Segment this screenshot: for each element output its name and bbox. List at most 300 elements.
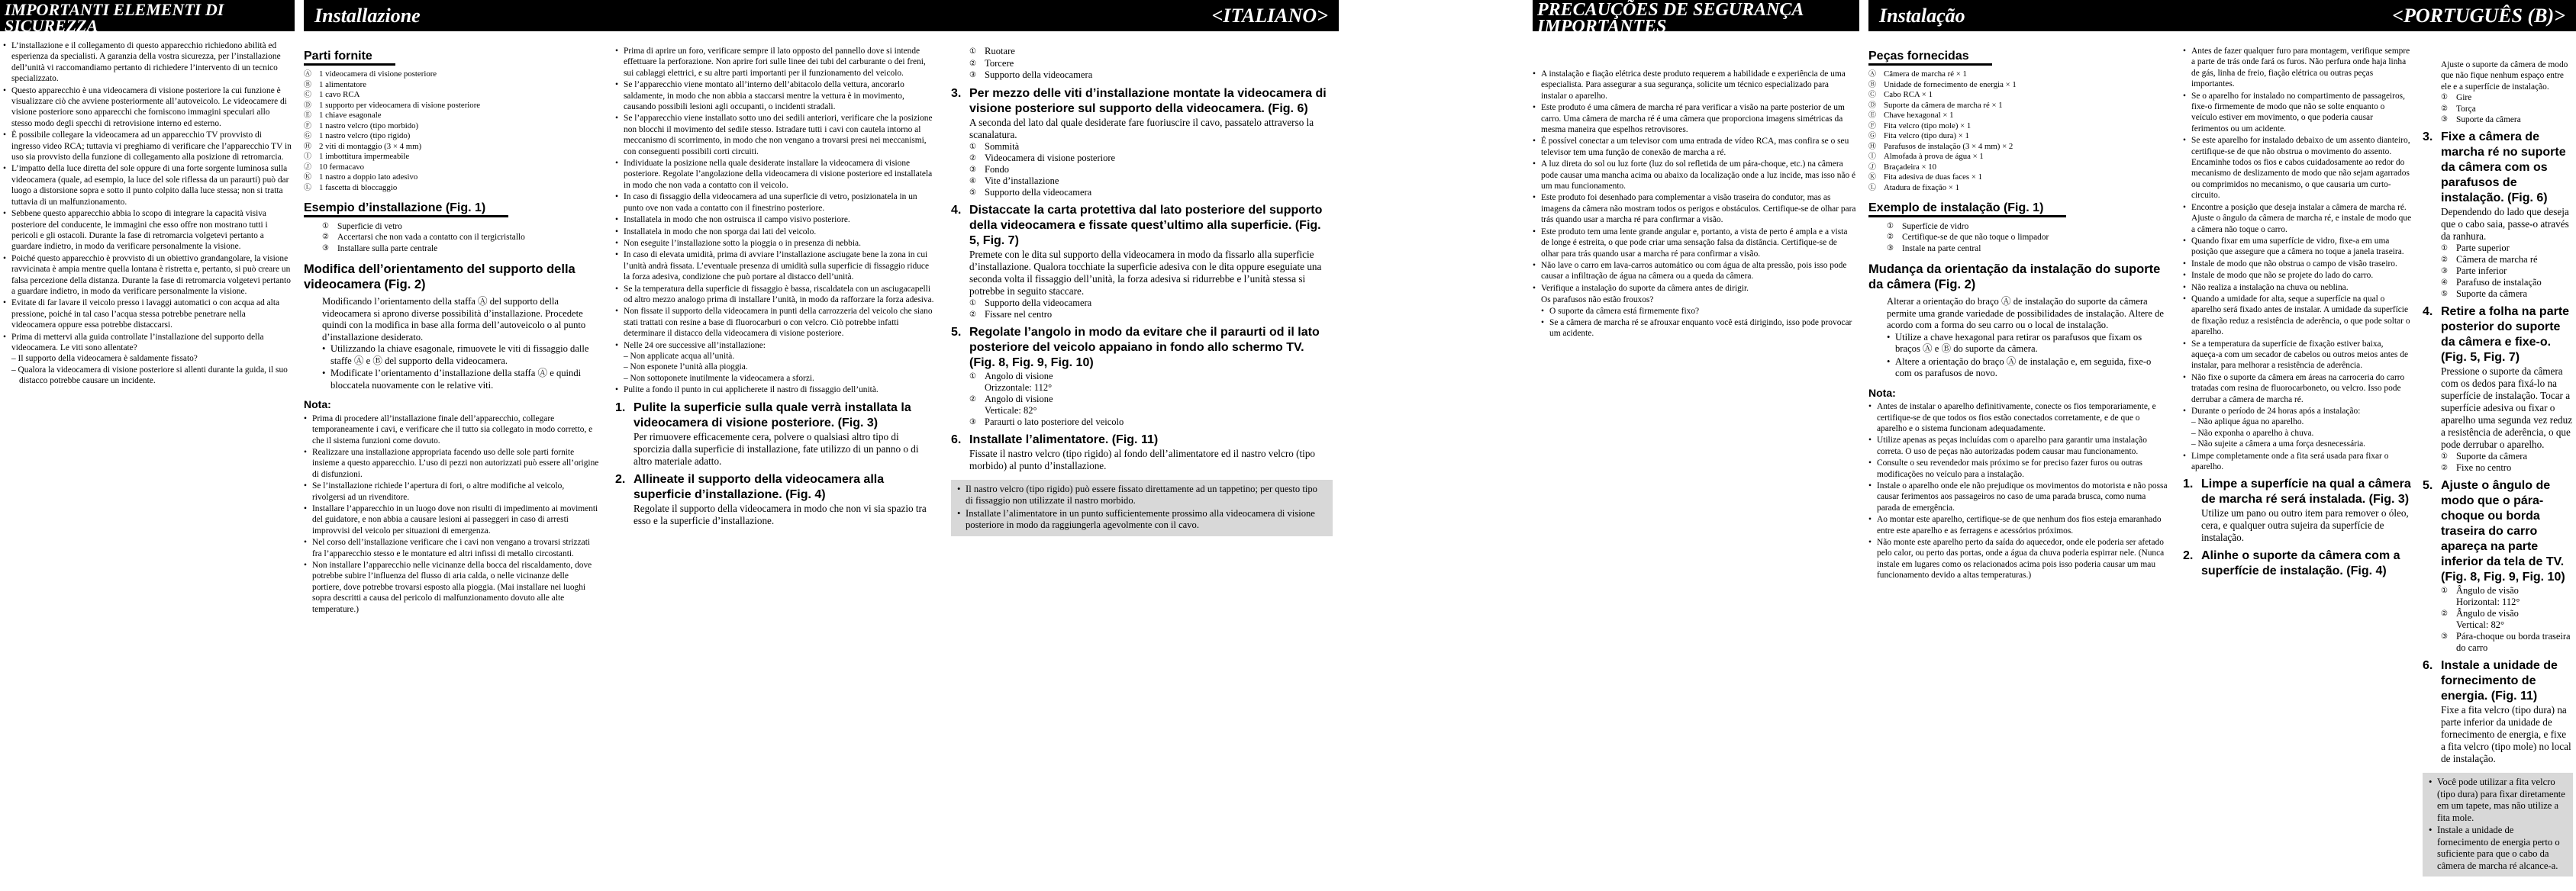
step xyxy=(2423,658,2573,704)
enum-text: Vite d’installazione xyxy=(985,175,1059,186)
enum-text: Accertarsi che non vada a contatto con il tergicristallo xyxy=(337,233,525,243)
list-item: • Se l’apparecchio viene montato all’interno dell’abitacolo della vettura, ancorarlo saldamente, in modo che non abbia a staccarsi mentre la vettura è in movimento, causando possibili lesioni agli occupanti, o incidenti stradali. xyxy=(615,79,937,112)
enum-item xyxy=(2441,631,2573,654)
list-item: • Sebbene questo apparecchio abbia lo scopo di integrare la capacità visiva posteriore del conducente, le immagini che esso offre non mostrano tutti i pericoli e gli ostacoli. Durante la fase di retromarcia volgetevi pertanto a guardare indietro, in modo da verificare personalmente la visione. xyxy=(3,208,292,253)
enum-item xyxy=(1868,152,2168,162)
enum-text: Fissare nel centro xyxy=(985,308,1053,320)
enum-item xyxy=(1868,121,2168,132)
enum-item xyxy=(304,90,599,101)
list-item: • Ao montar este aparelho, certifique-se de que nenhum dos fios esteja emaranhado entre este aparelho e as ferragens e acessórios próximos. xyxy=(1868,514,2168,536)
list-item: • Durante o período de 24 horas após a instalação: – Não aplique água no aparelho. – Não exponha o aparelho à chuva. – Não sujeite a câmera a uma força desnecessária. xyxy=(2183,406,2412,450)
enum-item xyxy=(1868,80,2168,91)
it-safety-title-bar xyxy=(0,0,295,35)
step xyxy=(615,472,937,503)
list-item: • Se este aparelho for instalado debaixo de um assento dianteiro, certifique-se de que não obstrua o movimento do assento. Encaminhe todos os fios e cabos cuidadosamente ao redor do mecanismo de deslizamento de modo que não sejam agarrados ou comprimidos no mecanismo, o que causaria um curto-circuito. xyxy=(2183,135,2412,201)
enum-item xyxy=(304,183,599,194)
it-column-1 xyxy=(304,38,605,891)
enum-item xyxy=(304,80,599,91)
enum-marker: ① xyxy=(2441,587,2448,596)
list-item: • Quando fixar em uma superfície de vidro, fixe-a em uma posição que assegure que a câmera no toque a janela traseira. xyxy=(2183,236,2412,258)
it-note-label: Nota: xyxy=(304,398,331,411)
enum-text: Pára-choque ou borda traseira do carro xyxy=(2456,631,2571,654)
enum-item xyxy=(969,58,1333,70)
list-item: • Installate l’alimentatore in un punto sufficientemente prossimo alla videocamera di visione posteriore in modo da raggiungerla agevolmente con il cavo. xyxy=(957,508,1327,532)
enum-item xyxy=(1868,142,2168,153)
step-body xyxy=(2423,206,2573,300)
list-item: • Antes de fazer qualquer furo para montagem, verifique sempre a parte de trás onde fará os furos. Não perfura onde haja linha de gás, linha de freio, fiação elétrica ou outras peças importantes. xyxy=(2183,46,2412,90)
pt-section-title: Instalação xyxy=(1879,5,1965,27)
list-item: • Limpe completamente onde a fita será usada para fixar o aparelho. xyxy=(2183,451,2412,473)
step-text: Fixe a fita velcro (tipo dura) na parte inferior da unidade de fornecimento de energia, e fixe a fita velcro (tipo mole) no local de instalação. xyxy=(2441,704,2571,765)
pt-notes-list-a xyxy=(1868,401,2168,581)
step-text: Fissate il nastro velcro (tipo rigido) al fondo dell’alimentatore ed il nastro velcro (tipo morbido) al punto d’installazione. xyxy=(969,447,1316,471)
enum-item xyxy=(304,172,599,183)
enum-text: 1 alimentatore xyxy=(319,79,367,89)
enum-marker: ① xyxy=(1887,222,1894,230)
enum-marker: Ⓒ xyxy=(304,91,311,99)
enum-marker: Ⓛ xyxy=(1868,183,1876,192)
list-item: • Installare l’apparecchio in un luogo dove non risulti di impedimento ai movimenti del guidatore, e non abbia a causare lesioni ai passeggeri in caso di arresti improvvisi del veicolo per situazioni di emergenza. xyxy=(304,503,599,536)
enum-marker: ③ xyxy=(969,417,976,426)
enum-marker: Ⓓ xyxy=(1868,101,1876,110)
enum-item xyxy=(2441,288,2573,300)
enum-text: Fita velcro (tipo mole) × 1 xyxy=(1884,121,1971,130)
list-item: • Il nastro velcro (tipo rigido) può essere fissato direttamente ad un tappetino; per questo tipo di fissaggio non utilizzate il nastro morbido. xyxy=(957,484,1327,507)
list-item: • Individuate la posizione nella quale desiderate installare la videocamera di visione posteriore. Regolate l’angolazione della videocamera di visione posteriore ed installatela in modo che non vada a contatto con il veicolo. xyxy=(615,158,937,191)
enum-item xyxy=(969,405,1333,417)
enum-item xyxy=(969,309,1333,320)
it-notes-list-a xyxy=(304,413,599,615)
enum-text: 1 videocamera di visione posteriore xyxy=(319,69,437,79)
enum-item xyxy=(2441,462,2573,474)
step-number: 2. xyxy=(615,472,626,486)
step-number: 4. xyxy=(951,203,962,217)
enum-marker: ② xyxy=(969,394,976,404)
enum-item xyxy=(969,141,1333,153)
enum-marker: Ⓐ xyxy=(1868,70,1876,79)
list-item: • Você pode utilizar a fita velcro (tipo dura) para fixar diretamente em um tapete, mas não utilize a fita mole. xyxy=(2429,777,2567,824)
step-number: 4. xyxy=(2423,305,2433,319)
enum-text: Instale na parte central xyxy=(1902,243,1981,253)
list-item: • Non installare l’apparecchio nelle vicinanze della bocca del riscaldamento, dove potrebbe subire l’influenza del flusso di aria calda, o nelle vicinanze delle portiere, dove potrebbe trovarsi esposto alla pioggia. (Mai installare nei luoghi sopra descritti a causa del pericolo di malfunzionamento dovuto alle alte temperature.) xyxy=(304,560,599,615)
step xyxy=(2183,477,2412,507)
step xyxy=(2423,478,2573,585)
enum-item xyxy=(322,232,599,243)
enum-item xyxy=(1868,183,2168,194)
step-title: Installate l’alimentatore. (Fig. 11) xyxy=(969,433,1159,446)
enum-marker: ② xyxy=(2441,104,2448,113)
enum-item xyxy=(304,69,599,80)
enum-marker: Ⓗ xyxy=(304,142,311,151)
enum-text: Câmera de marcha ré × 1 xyxy=(1884,69,1967,79)
step-legend xyxy=(969,298,1333,320)
step-text: Premete con le dita sul supporto della videocamera in modo da fissarlo alla superficie d’installazione. Qualora tocchiate la superficie adesiva con le dita oppure eseguiate una seconda volta il fissaggio dell’unità, la forza adesiva si ridurrebbe e l’unità stessa si potrebbe in seguito staccare. xyxy=(969,248,1322,297)
step-number: 5. xyxy=(2423,479,2433,493)
it-safety-column xyxy=(0,31,296,891)
list-item: • Não fixe o suporte da câmera em áreas na carroceria do carro tratadas com resina de fluorocarboneto, ou velcro. Isso pode derrubar a câmera de marcha ré. xyxy=(2183,372,2412,405)
pt-grey-notes xyxy=(2429,777,2567,872)
sub-list xyxy=(11,353,292,386)
pt-example-list xyxy=(1868,221,2168,254)
list-item: • Prima di mettervi alla guida controllate l’installazione del supporto della videocamera. Le viti sono allentate? – Il supporto della videocamera è saldamente fissato? – Qualora la videocamera di visione posteriore si allenti durante la guida, il suo distacco potrebbe causare un incidente. xyxy=(3,332,292,387)
enum-marker: ② xyxy=(2441,256,2448,265)
list-item: • Instale de modo que não obstrua o campo de visão traseiro. xyxy=(2183,259,2412,269)
it-modify-heading: Modifica dell’orientamento del supporto della videocamera (Fig. 2) xyxy=(304,262,575,292)
pt-parts-heading: Peças fornecidas xyxy=(1868,49,1992,66)
list-item: • Não realiza a instalação na chuva ou neblina. xyxy=(2183,282,2412,293)
enum-marker: ③ xyxy=(969,165,976,174)
enum-text: Supporto della videocamera xyxy=(985,186,1092,198)
enum-item xyxy=(969,417,1333,428)
enum-item xyxy=(2441,114,2573,125)
step-body xyxy=(951,117,1333,198)
enum-marker xyxy=(2441,597,2456,608)
list-item: • Se o aparelho for instalado no compartimento de passageiros, fixe-o firmemente de modo que não se solte enquanto o veículo estiver em movimento, o que poderia causar ferimentos ou um acidente. xyxy=(2183,91,2412,135)
step-legend xyxy=(2441,585,2573,654)
it-modify-bullets xyxy=(322,343,599,391)
step-title: Alinhe o suporte da câmera com a superfície de instalação. (Fig. 4) xyxy=(2201,549,2400,578)
enum-marker: ④ xyxy=(2441,278,2448,288)
pt-steps-a xyxy=(2183,477,2412,579)
step-title: Allineate il supporto della videocamera alla superficie d’installazione. (Fig. 4) xyxy=(634,472,885,501)
enum-text: 1 nastro velcro (tipo morbido) xyxy=(319,121,419,130)
list-item: • Quando a umidade for alta, seque a superfície na qual o aparelho será fixado antes de instalar. A umidade da superfície de fixação reduz a resistência de aderência, o que pode soltar o aparelho. xyxy=(2183,294,2412,338)
enum-item xyxy=(322,243,599,254)
sub-list-item: – Não aplique água no aparelho. xyxy=(2191,417,2412,427)
enum-marker: ① xyxy=(969,298,976,307)
enum-text: 10 fermacavo xyxy=(319,162,365,172)
pt-modify-intro: Alterar a orientação do braço Ⓐ de instalação do suporte da câmera permite uma grande variedade de possibilidades de instalação. Altere de acordo com a forma do seu carro ou o local de instalação. xyxy=(1887,296,2164,331)
list-item: • Non fissate il supporto della videocamera in punti della carrozzeria del veicolo che siano stati trattati con resine a base di fluorocarburi o con velcro. Ciò potrebbe infatti determinare il distacco della videocamera di visione posteriore. xyxy=(615,306,937,339)
list-item: • Este produto foi desenhado para complementar a visão traseira do condutor, mas as imagens da câmera não mostram todos os perigos e obstáculos. Certifique-se de olhar para trás quando usar a marcha ré para confirmar a visão. xyxy=(1533,192,1856,225)
step xyxy=(2423,130,2573,206)
enum-marker: ③ xyxy=(2441,267,2448,276)
enum-item xyxy=(1887,221,2168,232)
list-item: • Utilize apenas as peças incluídas com o aparelho para garantir uma instalação correta. O uso de peças não autorizadas podem causar mau funcionamento. xyxy=(1868,435,2168,457)
enum-text: Parafusos de instalação (3 × 4 mm) × 2 xyxy=(1884,141,2013,151)
enum-item xyxy=(2441,608,2573,619)
enum-text: Orizzontale: 112° xyxy=(985,381,1053,393)
enum-item xyxy=(2441,619,2573,631)
enum-marker: ② xyxy=(969,153,976,162)
enum-marker xyxy=(969,382,985,394)
enum-text: Suporte da câmera xyxy=(2456,451,2528,462)
it-main-title-bar xyxy=(304,0,1339,31)
enum-text: Torcere xyxy=(985,57,1014,69)
step xyxy=(2423,304,2573,365)
enum-marker: Ⓖ xyxy=(1868,132,1876,140)
enum-item xyxy=(969,394,1333,405)
list-item: • Nel corso dell’installazione verificare che i cavi non vengano a trovarsi strizzati fra l’apparecchio stesso e le montature ed altri infissi di metallo circostanti. xyxy=(304,537,599,559)
step-text: A seconda del lato dal quale desiderate fare fuoriuscire il cavo, passatelo attraverso la scanalatura. xyxy=(969,116,1314,140)
enum-text: Almofada à prova de água × 1 xyxy=(1884,152,1984,161)
pt-column-2 xyxy=(2180,38,2418,891)
step-body xyxy=(951,371,1333,428)
enum-marker: Ⓘ xyxy=(1868,153,1876,161)
enum-text: Vertical: 82° xyxy=(2456,619,2504,631)
enum-item xyxy=(969,175,1333,187)
it-safety-title: IMPORTANTI ELEMENTI DI SICUREZZA xyxy=(5,0,224,35)
enum-item xyxy=(969,371,1333,382)
enum-item xyxy=(1868,69,2168,80)
pt-safety-sub-list xyxy=(1533,306,1856,339)
step-title: Pulite la superficie sulla quale verrà installata la videocamera di visione posteriore. (Fig. 3) xyxy=(634,400,911,429)
enum-marker: Ⓕ xyxy=(304,121,311,130)
enum-marker: Ⓛ xyxy=(304,183,311,192)
pt-grey-notes-box xyxy=(2423,773,2573,877)
enum-marker: Ⓑ xyxy=(1868,80,1876,89)
pt-col3-intro: Ajuste o suporte da câmera de modo que não fique nenhum espaço entre ele e a superfície de instalação. xyxy=(2441,60,2568,92)
list-item: • A luz direta do sol ou luz forte (luz do sol refletida de um pára-choque, etc.) na câmera pode causar uma mancha acima ou abaixo da localização onde a luz incide, mas isso não é um mau funcionamento. xyxy=(1533,159,1856,191)
enum-text: Gire xyxy=(2456,93,2472,103)
list-item: • Altere a orientação do braço Ⓐ de instalação e, em seguida, fixe-o com os parafusos de novo. xyxy=(1887,356,2168,380)
pt-safety-list xyxy=(1533,69,1856,294)
enum-marker: ② xyxy=(1887,233,1894,242)
enum-marker: Ⓐ xyxy=(304,70,311,79)
list-item: • Utilizzando la chiave esagonale, rimuovete le viti di fissaggio dalle staffe Ⓐ e Ⓑ del supporto della videocamera. xyxy=(322,343,599,367)
enum-marker: ③ xyxy=(322,243,329,253)
list-item: • È possibile collegare la videocamera ad un apparecchio TV provvisto di ingresso video RCA; tuttavia vi preghiamo di verificare che l’apparecchio TV in uso sia provvisto della funzione di collegamento alla posizione di retromarcia. xyxy=(3,130,292,162)
list-item: • É possível conectar a um televisor com uma entrada de vídeo RCA, mas confira se o seu televisor tem uma função de conexão de marcha a ré. xyxy=(1533,136,1856,158)
list-item: • In caso di elevata umidità, prima di avviare l’installazione asciugate bene la zona in cui l’unità andrà fissata. L’eventuale presenza di umidità sulla superficie di fissaggio riduce la forza adesiva, condizione che può portare al distacco dell’unità. xyxy=(615,249,937,282)
list-item: • Este produto é uma câmera de marcha ré para verificar a visão na parte posterior de um carro. Uma câmera de marcha ré é uma câmera que proporciona imagens simétricas da mesma maneira que espelhos retrovisores. xyxy=(1533,102,1856,135)
step xyxy=(951,433,1333,448)
step-number: 1. xyxy=(2183,478,2194,491)
enum-item xyxy=(304,111,599,121)
enum-marker: ③ xyxy=(969,71,976,79)
enum-text: Sommità xyxy=(985,140,1020,152)
step-title: Fixe a câmera de marcha ré no suporte da câmera com os parafusos de instalação. (Fig. 6) xyxy=(2441,130,2566,205)
it-modify-intro: Modificando l’orientamento della staffa Ⓐ del supporto della videocamera si aprono diverse possibilità d’installazione. Procedete quindi con la modifica in base alla forma dell’autoveicolo o al punto d’installazione desiderato. xyxy=(322,296,586,343)
enum-text: Supporto della videocamera xyxy=(985,69,1093,80)
enum-item xyxy=(969,187,1333,198)
enum-marker: ③ xyxy=(1887,243,1894,253)
enum-marker: ③ xyxy=(2441,632,2448,642)
step-body xyxy=(951,249,1333,320)
enum-item xyxy=(2441,254,2573,265)
step-body xyxy=(615,431,937,468)
enum-marker: Ⓖ xyxy=(304,132,311,140)
list-item: • O suporte da câmera está firmemente fixo? xyxy=(1541,306,1856,317)
it-language-tag: <ITALIANO> xyxy=(1211,5,1328,27)
step xyxy=(951,86,1333,117)
it-grey-notes xyxy=(957,484,1327,532)
enum-text: Suporte da câmera xyxy=(2456,288,2528,300)
enum-text: 1 cavo RCA xyxy=(319,90,360,99)
pt-modify-heading: Mudança da orientação da instalação do suporte da câmera (Fig. 2) xyxy=(1868,262,2161,292)
enum-text: Angolo di visione xyxy=(985,393,1053,404)
enum-item xyxy=(969,153,1333,164)
enum-text: Horizontal: 112° xyxy=(2456,597,2520,608)
step-text: Dependendo do lado que deseja que o cabo saia, passe-o através da ranhura. xyxy=(2441,206,2569,243)
enum-item xyxy=(1868,172,2168,183)
list-item: • L’installazione e il collegamento di questo apparecchio richiedono abilità ed esperienza da specialisti. A garanzia della vostra sicurezza, per l’installazione dell’unità vi raccomandiamo pertanto di richiedere l’intervento di un tecnico specializzato. xyxy=(3,40,292,85)
enum-item xyxy=(2441,585,2573,597)
pt-notes-list-b xyxy=(2183,46,2412,472)
enum-text: Ruotare xyxy=(985,46,1015,56)
enum-item xyxy=(304,131,599,142)
enum-text: 1 fascetta di bloccaggio xyxy=(319,182,398,192)
list-item: • L’impatto della luce diretta del sole oppure di una forte sorgente luminosa sulla videocamera (quale, ad esempio, la luce del sole riflessa da un paraurti) può dar luogo a distorsione sopra e sotto il punto colpito dalla luce stessa; non si tratta tuttavia di un malfunzionamento. xyxy=(3,163,292,207)
pt-example-heading: Exemplo de instalação (Fig. 1) xyxy=(1868,201,2066,217)
enum-marker xyxy=(969,405,985,417)
enum-item xyxy=(969,382,1333,394)
step xyxy=(951,203,1333,249)
enum-item xyxy=(969,46,1333,58)
enum-item xyxy=(1868,101,2168,111)
enum-marker: Ⓔ xyxy=(304,111,311,120)
enum-text: 2 viti di montaggio (3 × 4 mm) xyxy=(319,141,422,151)
sub-list xyxy=(624,351,937,384)
enum-text: 1 supporto per videocamera di visione posteriore xyxy=(319,100,481,110)
enum-item xyxy=(304,142,599,153)
enum-marker: ① xyxy=(969,47,976,56)
it-example-list xyxy=(304,221,599,254)
list-item: • Não lave o carro em lava-carros automático ou com água de alta pressão, pois isso pode causar a infiltração de água na câmera ou a queda da câmera. xyxy=(1533,260,1856,282)
enum-marker: Ⓚ xyxy=(304,173,311,182)
enum-text: 1 nastro velcro (tipo rigido) xyxy=(319,131,411,140)
step-legend xyxy=(969,371,1333,428)
enum-marker: ① xyxy=(2441,93,2448,102)
enum-text: Videocamera di visione posteriore xyxy=(985,152,1116,163)
sub-list-item: – Non applicate acqua all’unità. xyxy=(624,351,937,362)
step-legend xyxy=(2441,451,2573,474)
enum-text: Ângulo de visão xyxy=(2456,608,2519,619)
pt-safety-title: PRECAUÇÕES DE SEGURANÇA IMPORTANTES xyxy=(1537,0,1804,37)
enum-text: Atadura de fixação × 1 xyxy=(1884,182,1960,192)
list-item: • Realizzare una installazione appropriata facendo uso delle sole parti fornite insieme a questo apparecchio. L’uso di pezzi non autorizzati può essere all’origine di disfunzioni. xyxy=(304,447,599,480)
list-item: • Instale de modo que não se projete do lado do carro. xyxy=(2183,270,2412,281)
enum-marker: Ⓔ xyxy=(1868,111,1876,120)
enum-text: Paraurti o lato posteriore del veicolo xyxy=(985,416,1124,427)
enum-item xyxy=(1887,232,2168,243)
enum-item xyxy=(304,121,599,132)
enum-text: Fita velcro (tipo dura) × 1 xyxy=(1884,131,1969,140)
list-item: • Prima di procedere all’installazione finale dell’apparecchio, collegare temporaneamente i cavi, e verificare che il tutto sia collegato in modo corretto, e che il sistema funzioni come dovuto. xyxy=(304,413,599,446)
step xyxy=(951,325,1333,371)
sub-list-item: – Não sujeite a câmera a uma força desnecessária. xyxy=(2191,439,2412,449)
enum-marker: ③ xyxy=(2441,115,2448,124)
enum-text: Suporte da câmera de marcha ré × 1 xyxy=(1884,100,2003,110)
list-item: • Modificate l’orientamento d’installazione della staffa Ⓐ e quindi bloccatela nuovamente con le relative viti. xyxy=(322,368,599,391)
step-legend xyxy=(969,141,1333,198)
step-title: Per mezzo delle viti d’installazione montate la videocamera di visione posteriore sul supporto della videocamera. (Fig. 6) xyxy=(969,86,1327,115)
sub-list-item: – Non sottoponete inutilmente la videocamera a sforzi. xyxy=(624,373,937,384)
enum-text: Câmera de marcha ré xyxy=(2456,254,2538,265)
list-item: • Pulite a fondo il punto in cui applicherete il nastro di fissaggio dell’unità. xyxy=(615,384,937,395)
enum-item xyxy=(2441,277,2573,288)
step-number: 3. xyxy=(2423,130,2433,144)
step-body xyxy=(2423,585,2573,654)
it-column-3 xyxy=(946,38,1337,891)
pt-parts-list xyxy=(1868,69,2168,193)
step-number: 6. xyxy=(2423,659,2433,673)
enum-marker: Ⓘ xyxy=(304,153,311,161)
pt-steps-b xyxy=(2423,130,2573,765)
enum-marker: Ⓓ xyxy=(304,101,311,110)
enum-marker: ① xyxy=(2441,452,2448,462)
list-item: • Nelle 24 ore successive all’installazione: – Non applicate acqua all’unità. – Non esponete l’unità alla pioggia. – Non sottoponete inutilmente la videocamera a sforzi. xyxy=(615,340,937,384)
enum-marker: ④ xyxy=(969,176,976,185)
step-title: Retire a folha na parte posterior do suporte da câmera e fixe-o. (Fig. 5, Fig. 7) xyxy=(2441,305,2570,365)
step-body xyxy=(2423,365,2573,474)
list-item: • Prima di aprire un foro, verificare sempre il lato opposto del pannello dove si intende effettuare la perforazione. Non aprire fori sulle linee dei tubi del carburante o dei freni, sui cablaggi elettrici, e su altre parti importanti per il funzionamento del veicolo. xyxy=(615,46,937,79)
enum-text: Angolo di visione xyxy=(985,370,1053,381)
list-item: • Instale a unidade de fornecimento de energia perto o suficiente para que o cabo da câmera de marcha ré alcance-a. xyxy=(2429,825,2567,872)
it-column-2 xyxy=(611,38,945,891)
step-title: Ajuste o ângulo de modo que o pára-choque ou borda traseira do carro apareça na parte inferior da tela de TV. (Fig. 8, Fig. 9, Fig. 10) xyxy=(2441,479,2565,584)
enum-item xyxy=(304,101,599,111)
enum-marker: ② xyxy=(969,59,976,68)
it-grey-notes-box xyxy=(951,480,1333,536)
list-item: • Consulte o seu revendedor mais próximo se for preciso fazer furos ou outras modificações no veículo para a instalação. xyxy=(1868,458,2168,480)
step-legend xyxy=(2441,243,2573,300)
enum-item xyxy=(2441,265,2573,277)
sub-list-item: – Não exponha o aparelho à chuva. xyxy=(2191,428,2412,439)
enum-marker: ① xyxy=(2441,244,2448,253)
enum-text: Verticale: 82° xyxy=(985,404,1037,416)
enum-item xyxy=(304,152,599,162)
enum-item xyxy=(2441,597,2573,608)
step-body xyxy=(615,503,937,527)
step-text: Utilize um pano ou outro item para remover o óleo, cera, e qualquer outra sujeira da superfície de instalação. xyxy=(2201,507,2409,544)
step-number: 3. xyxy=(951,86,962,100)
list-item: • Se l’apparecchio viene installato sotto uno dei sedili anteriori, verificare che la posizione non blocchi il movimento del sedile stesso. Istradare tutti i cavi con cautela intorno al meccanismo di scorrimento, in modo che non vengano a trovarsi presi nei meccanismi, con conseguenti possibili corti circuiti. xyxy=(615,113,937,157)
enum-marker: ① xyxy=(969,372,976,381)
it-fig5-legend xyxy=(951,46,1333,82)
enum-marker: Ⓙ xyxy=(1868,162,1876,172)
pt-safety-column xyxy=(1527,35,1862,891)
step-number: 1. xyxy=(615,400,626,414)
step-body xyxy=(2183,507,2412,544)
enum-item xyxy=(1868,162,2168,173)
list-item: • Installatela in modo che non ostruisca il campo visivo posteriore. xyxy=(615,214,937,225)
enum-text: Braçadeira × 10 xyxy=(1884,162,1937,172)
enum-text: Superfície de vidro xyxy=(1902,222,1969,231)
enum-text: Suporte da câmera xyxy=(2456,115,2521,125)
list-item: • Se a câmera de marcha ré se afrouxar enquanto você está dirigindo, isso pode provocar um acidente. xyxy=(1541,317,1856,339)
enum-text: Fixe no centro xyxy=(2456,462,2512,474)
pt-safety-extra: Os parafusos não estão frouxos? xyxy=(1541,295,1654,305)
enum-marker: Ⓙ xyxy=(304,162,311,172)
enum-marker: ① xyxy=(322,222,329,230)
it-parts-heading: Parti fornite xyxy=(304,49,395,66)
enum-text: Certifique-se de que não toque o limpador xyxy=(1902,233,2049,243)
step-text: Regolate il supporto della videocamera in modo che non vi sia spazio tra esso e la superficie d’installazione. xyxy=(634,502,927,526)
enum-marker: Ⓚ xyxy=(1868,173,1876,182)
sub-list-item: – Il supporto della videocamera è saldamente fissato? xyxy=(11,353,292,364)
enum-text: Fita adesiva de duas faces × 1 xyxy=(1884,172,1983,182)
list-item: • A instalação e fiação elétrica deste produto requerem a habilidade e experiência de uma especialista. Para assegurar a sua segurança, solicite um técnico especializado para instalar o aparelho. xyxy=(1533,69,1856,101)
pt-column-1 xyxy=(1868,38,2174,891)
sub-list-item: – Qualora la videocamera di visione posteriore si allenti durante la guida, il suo distacco potrebbe causare un incidente. xyxy=(11,365,292,387)
it-steps-a xyxy=(615,400,937,527)
list-item: • Encontre a posição que deseja instalar a câmera de marcha ré. Ajuste o ângulo da câmera de marcha ré, e instale de modo que a câmera não toque o carro. xyxy=(2183,202,2412,235)
step-title: Distaccate la carta protettiva dal lato posteriore del supporto della videocamera e fissate quest’ultimo alla superficie. (Fig. 5, Fig. 7) xyxy=(969,203,1323,247)
list-item: • Se l’installazione richiede l’apertura di fori, o altre modifiche al veicolo, rivolgersi ad un rivenditore. xyxy=(304,481,599,503)
enum-marker: Ⓗ xyxy=(1868,142,1876,151)
enum-item xyxy=(2441,104,2573,114)
step-title: Limpe a superfície na qual a câmera de marcha ré será instalada. (Fig. 3) xyxy=(2201,478,2411,507)
step-number: 2. xyxy=(2183,549,2194,563)
it-section-title: Installazione xyxy=(314,5,421,27)
list-item: • Verifique a instalação do suporte da câmera antes de dirigir. xyxy=(1533,283,1856,294)
enum-marker: ② xyxy=(969,310,976,319)
step xyxy=(2183,548,2412,579)
list-item: • Se la temperatura della superficie di fissaggio è bassa, riscaldatela con un asciugacapelli od altro mezzo analogo prima di installare l’unità, in modo da rafforzare la forza adesiva. xyxy=(615,284,937,306)
enum-marker: ⑤ xyxy=(2441,290,2448,299)
enum-marker: ② xyxy=(2441,610,2448,619)
